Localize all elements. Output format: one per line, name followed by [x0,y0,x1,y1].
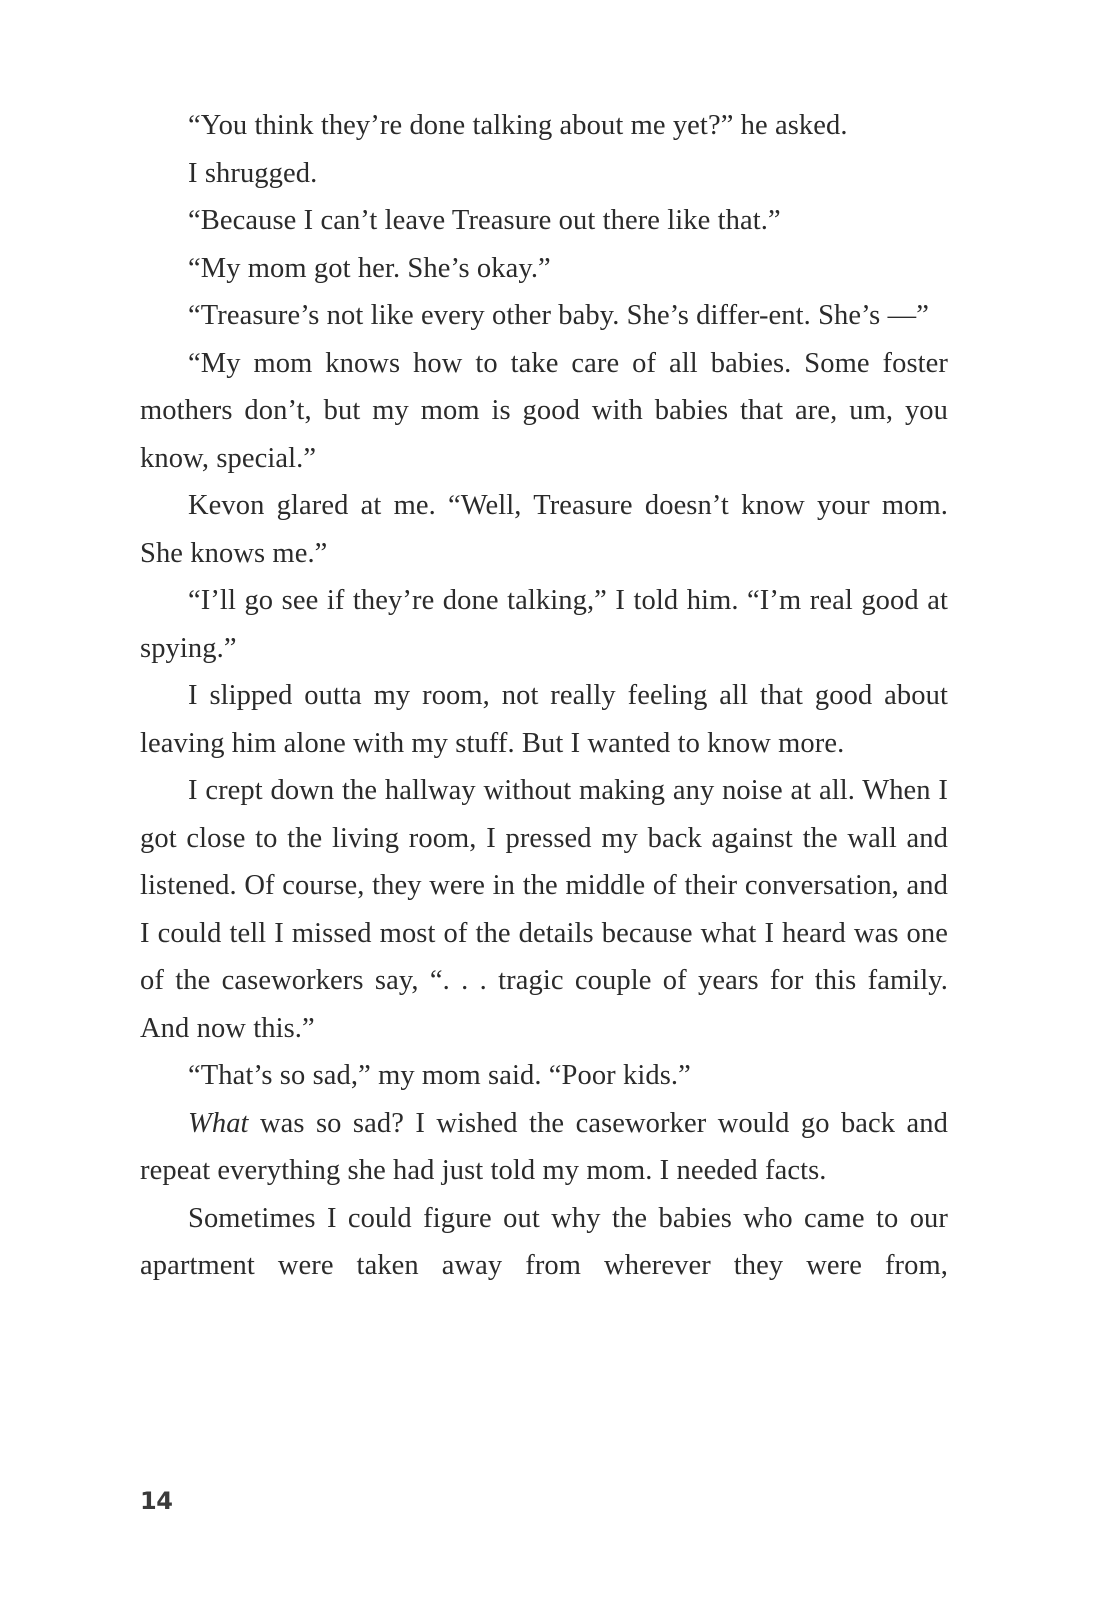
paragraph-7: Kevon glared at me. “Well, Treasure doesn’t know your mom. She knows me.” [140,490,948,569]
paragraph-8: “I’ll go see if they’re done talking,” I told him. “I’m real good at spying.” [140,585,948,664]
paragraph-6: “My mom knows how to take care of all babies. Some foster mothers don’t, but my mom is good with babies that are, um, you know, special.” [140,347,948,474]
paragraph-12: What was so sad? I wished the caseworker would go back and repeat everything she had just told my mom. I needed facts. [140,1107,948,1186]
paragraph-11: “That’s so sad,” my mom said. “Poor kids.” [188,1060,691,1091]
page-number: 14 [140,1487,173,1515]
paragraph-5: “Treasure’s not like every other baby. She’s differ-ent. She’s —” [188,300,929,331]
paragraph-4: “My mom got her. She’s okay.” [188,252,551,284]
paragraph-2: I shrugged. [188,157,318,189]
paragraph-1: “You think they’re done talking about me yet?” he asked. [188,110,848,141]
italic-emphasis: What [188,1107,249,1139]
paragraph-3: “Because I can’t leave Treasure out there like that.” [188,205,781,236]
page-body [140,102,948,1290]
paragraph-13: Sometimes I could figure out why the babies who came to our apartment were taken away from wherever they were from, [140,1202,948,1281]
paragraph-10: I crept down the hallway without making any noise at all. When I got close to the living room, I pressed my back against the wall and listened. Of course, they were in the middle of their conversation, and I could tell I missed most of the details because what I heard was one of the caseworkers say, “. . . tragic couple of years for this family. And now this.” [140,775,948,1044]
paragraph-9: I slipped outta my room, not really feeling all that good about leaving him alone with my stuff. But I wanted to know more. [140,680,948,759]
